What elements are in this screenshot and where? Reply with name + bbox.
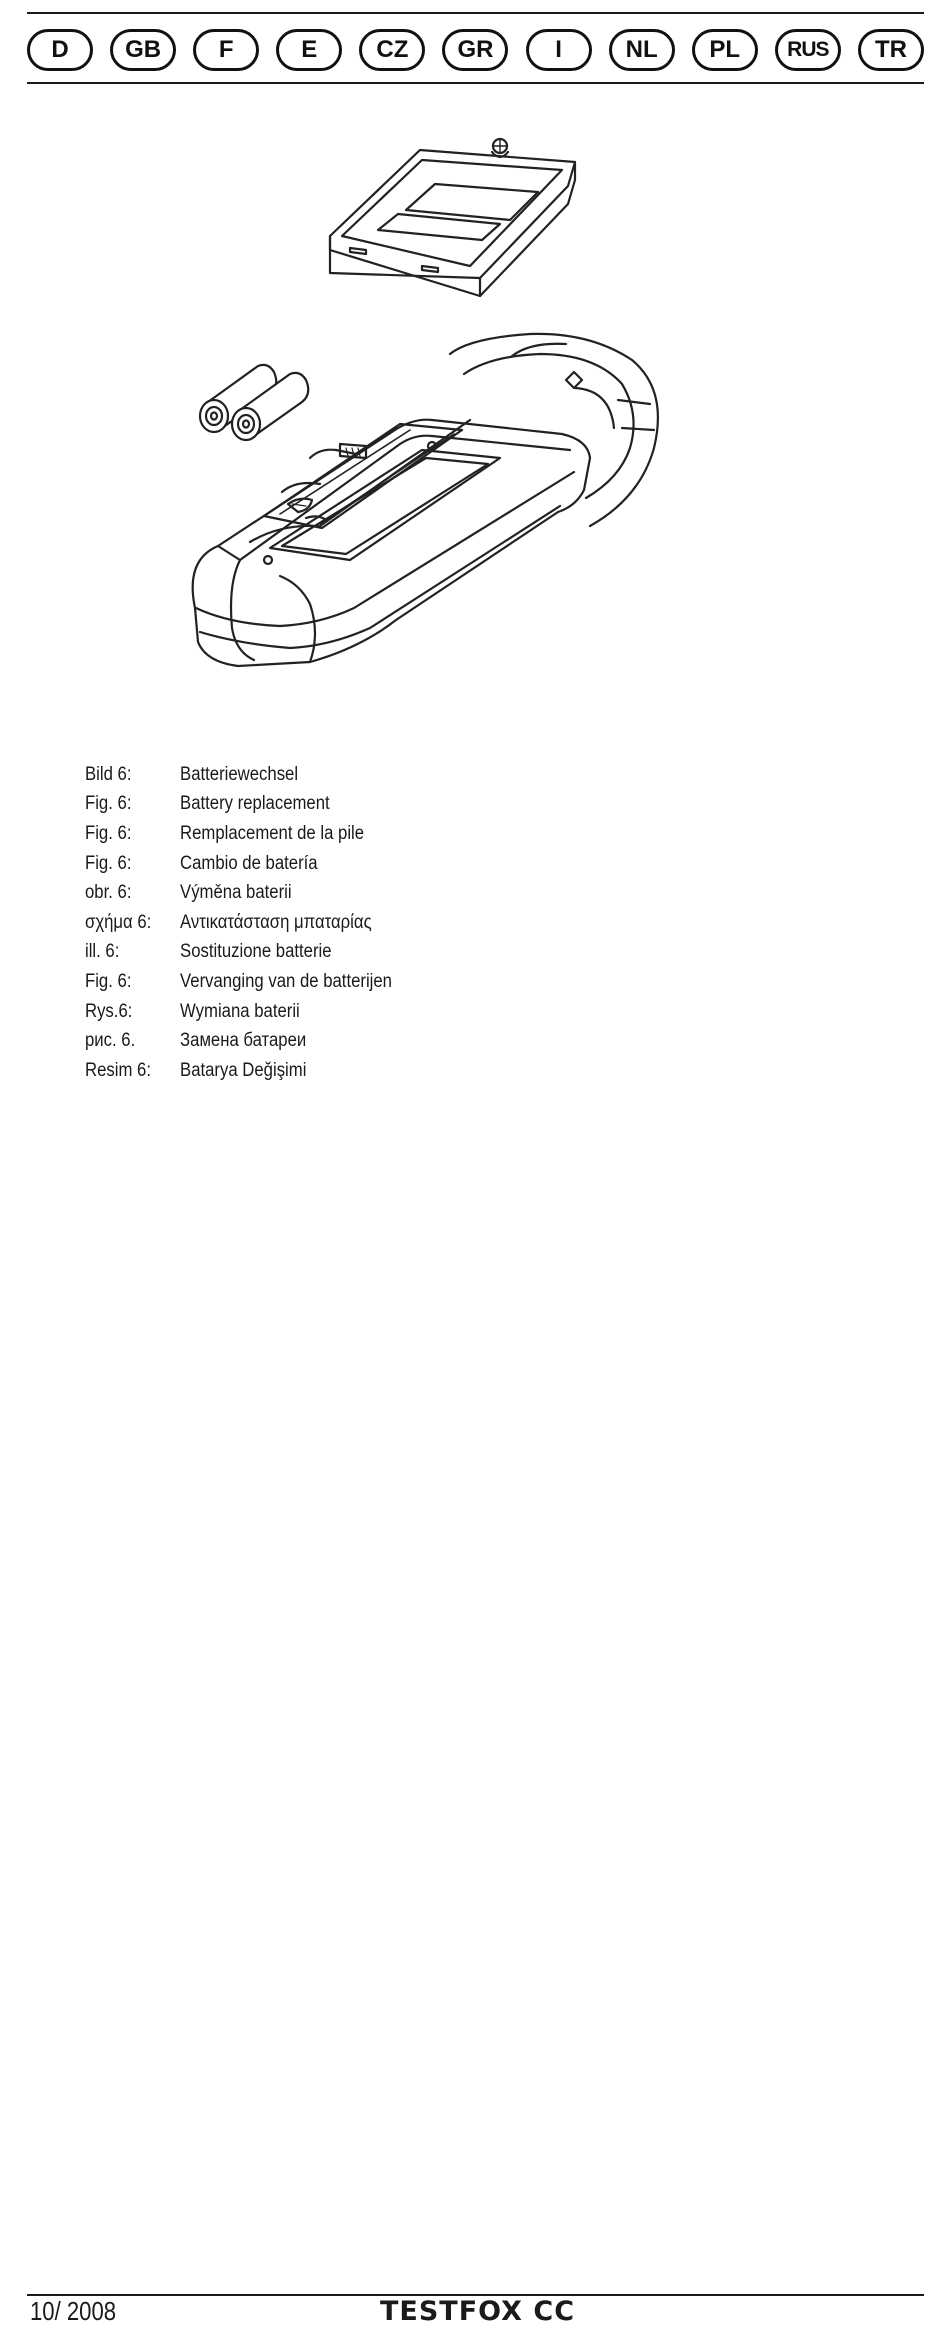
- lang-button-pl[interactable]: PL: [692, 29, 758, 71]
- caption-row: [85, 790, 701, 820]
- lang-button-nl[interactable]: NL: [609, 29, 675, 71]
- battery-cover-drawing: [330, 139, 575, 296]
- caption-text: Batteriewechsel: [180, 763, 299, 785]
- figure-captions: [85, 760, 785, 1086]
- caption-text: Sostituzione batterie: [180, 941, 332, 963]
- caption-figure-label: Fig. 6:: [85, 822, 132, 844]
- lang-button-cz[interactable]: CZ: [359, 29, 425, 71]
- caption-text: Замена батареи: [180, 1030, 307, 1052]
- lang-button-d[interactable]: D: [27, 29, 93, 71]
- lang-button-e[interactable]: E: [276, 29, 342, 71]
- caption-figure-label: Rys.6:: [85, 1000, 133, 1022]
- header-bottom-rule: [27, 82, 924, 84]
- lang-button-gr[interactable]: GR: [442, 29, 508, 71]
- caption-text: Výměna baterii: [180, 882, 292, 904]
- caption-row: [85, 967, 701, 997]
- caption-row: [85, 849, 701, 879]
- caption-figure-label: ill. 6:: [85, 941, 120, 963]
- caption-text: Cambio de batería: [180, 852, 318, 874]
- caption-figure-label: Resim 6:: [85, 1059, 151, 1081]
- batteries-drawing: [200, 365, 308, 440]
- caption-text: Αντικατάσταση μπαταρίας: [180, 911, 372, 933]
- caption-figure-label: Fig. 6:: [85, 793, 132, 815]
- language-selector: [27, 24, 924, 76]
- caption-figure-label: σχήμα 6:: [85, 911, 152, 933]
- caption-text: Vervanging van de batterijen: [180, 970, 392, 992]
- caption-text: Battery replacement: [180, 793, 330, 815]
- lang-button-gb[interactable]: GB: [110, 29, 176, 71]
- caption-figure-label: Fig. 6:: [85, 852, 132, 874]
- caption-row: [85, 908, 701, 938]
- caption-row: [85, 1026, 701, 1056]
- lang-button-rus[interactable]: RUS: [775, 29, 841, 71]
- footer-date: 10/ 2008: [30, 2296, 117, 2326]
- caption-text: Batarya Değişimi: [180, 1059, 307, 1081]
- caption-row: [85, 1056, 701, 1086]
- lang-button-i[interactable]: I: [526, 29, 592, 71]
- caption-row: [85, 819, 701, 849]
- caption-figure-label: рис. 6.: [85, 1030, 136, 1052]
- lang-button-tr[interactable]: TR: [858, 29, 924, 71]
- caption-text: Remplacement de la pile: [180, 822, 365, 844]
- meter-body-drawing: [193, 420, 590, 666]
- caption-row: [85, 760, 701, 790]
- caption-row: [85, 878, 701, 908]
- caption-figure-label: Bild 6:: [85, 763, 132, 785]
- footer-brand: TESTFOX CC: [380, 2296, 576, 2327]
- top-rule: [27, 12, 924, 14]
- caption-figure-label: Fig. 6:: [85, 970, 132, 992]
- battery-replacement-illustration: [170, 128, 670, 708]
- caption-text: Wymiana baterii: [180, 1000, 300, 1022]
- caption-figure-label: obr. 6:: [85, 882, 132, 904]
- caption-row: [85, 997, 701, 1027]
- caption-row: [85, 938, 701, 968]
- lang-button-f[interactable]: F: [193, 29, 259, 71]
